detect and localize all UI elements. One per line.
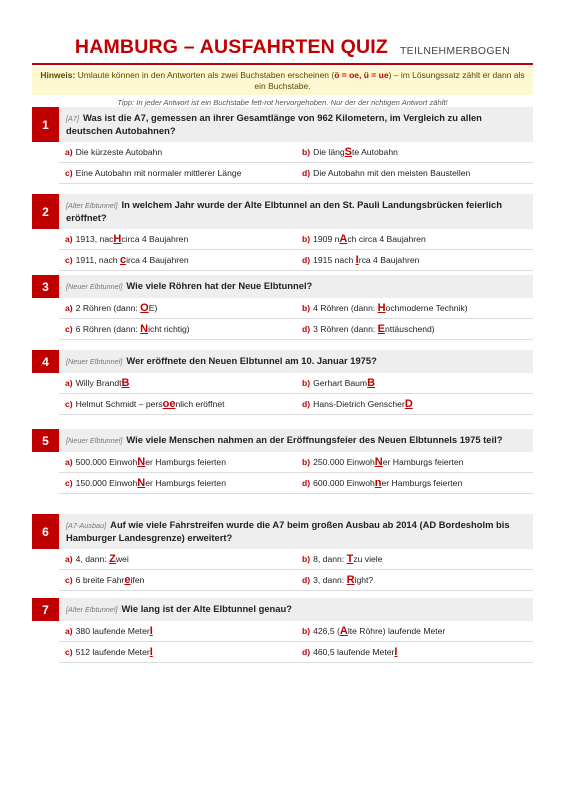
- answer-option[interactable]: [296, 621, 533, 642]
- answer-grid: [59, 452, 533, 494]
- answer-text-post: te Autobahn: [352, 147, 398, 157]
- answer-highlight-letter: N: [374, 456, 383, 468]
- answer-highlight-letter: H: [377, 302, 386, 314]
- answer-highlight-letter: A: [339, 625, 348, 637]
- answer-text-post: nlich eröffnet: [175, 399, 225, 409]
- answer-option[interactable]: [59, 621, 296, 642]
- answer-text-post: icht richtig): [148, 324, 190, 334]
- answer-option[interactable]: [59, 229, 296, 250]
- answer-text-post: ight?: [354, 575, 374, 585]
- answer-letter: a): [65, 147, 73, 157]
- answer-text-pre: Eine Autobahn mit normaler mittlerer Länge: [75, 168, 242, 178]
- answer-letter: d): [302, 324, 311, 334]
- answer-highlight-letter: N: [137, 456, 146, 468]
- answer-letter: d): [302, 399, 311, 409]
- title-divider: [32, 63, 533, 65]
- question-text: In welchem Jahr wurde der Alte Elbtunnel an den St. Pauli Landungsbrücken feierlich eröffnet?: [66, 199, 502, 223]
- answer-letter: a): [65, 626, 73, 636]
- answer-text-pre: 3, dann:: [313, 575, 347, 585]
- answer-option[interactable]: [296, 163, 533, 184]
- answer-text-pre: Die Autobahn mit den meisten Baustellen: [313, 168, 471, 178]
- answer-text-post: er Hamburgs feierten: [145, 478, 226, 488]
- answer-letter: d): [302, 255, 311, 265]
- answer-text-pre: 1911, nach: [75, 255, 120, 265]
- page-subtitle: TEILNEHMERBOGEN: [399, 45, 511, 57]
- hint-text-pre: Umlaute können in den Antworten als zwei Buchstaben erscheinen (: [75, 69, 335, 80]
- answer-highlight-letter: Z: [109, 553, 116, 565]
- question-block: [32, 275, 533, 340]
- question-text-box: [59, 514, 533, 549]
- answer-text-pre: Hans-Dietrich Genscher: [313, 399, 405, 409]
- answer-letter: b): [302, 457, 311, 467]
- answer-option[interactable]: [296, 319, 533, 340]
- answer-text-pre: 2 Röhren (dann:: [75, 303, 141, 313]
- answer-text-post: lte Röhre) laufende Meter: [347, 626, 446, 636]
- answer-text-post: circa 4 Baujahren: [121, 234, 189, 244]
- question-content: [66, 355, 377, 368]
- answer-letter: a): [65, 234, 73, 244]
- answer-letter: c): [65, 168, 73, 178]
- question-number: 5: [32, 429, 59, 452]
- answer-option[interactable]: [296, 250, 533, 271]
- answer-text-pre: 460,5 laufende Meter: [313, 647, 395, 657]
- answer-option[interactable]: [296, 642, 533, 663]
- answer-highlight-letter: I: [149, 625, 153, 637]
- answer-highlight-letter: T: [346, 553, 354, 565]
- answer-text-post: zu viele: [353, 554, 383, 564]
- question-tag: [Alter Elbtunnel]: [66, 605, 118, 614]
- answer-highlight-letter: O: [140, 302, 149, 314]
- answer-text-pre: Die kürzeste Autobahn: [75, 147, 163, 157]
- question-tag: [Alter Elbtunnel]: [66, 201, 118, 210]
- answer-highlight-letter: R: [346, 574, 355, 586]
- question-block: [32, 598, 533, 663]
- answer-grid: [59, 373, 533, 415]
- question-text: Wie viele Röhren hat der Neue Elbtunnel?: [126, 280, 313, 291]
- question-number: 4: [32, 350, 59, 373]
- question-header: [32, 194, 533, 229]
- answer-text-pre: 8, dann:: [313, 554, 347, 564]
- answer-option[interactable]: [296, 298, 533, 319]
- answer-option[interactable]: [59, 142, 296, 163]
- answer-text-pre: 150.000 Einwoh: [75, 478, 138, 488]
- question-header: [32, 514, 533, 549]
- question-text-box: [59, 275, 533, 298]
- answer-letter: b): [302, 303, 311, 313]
- hint-text-post: ) – im Lösungssatz zählt er dann als ein Buchstabe.: [254, 69, 525, 91]
- hint-example: ö = oe, ü = ue: [334, 69, 389, 80]
- header: [32, 38, 533, 58]
- answer-highlight-letter: N: [140, 323, 149, 335]
- answer-letter: c): [65, 399, 73, 409]
- question-block: [32, 107, 533, 184]
- answer-highlight-letter: oe: [162, 398, 176, 410]
- question-number: 6: [32, 514, 59, 549]
- answer-text-pre: 500.000 Einwoh: [75, 457, 138, 467]
- answer-option[interactable]: [296, 394, 533, 415]
- question-content: [66, 112, 525, 137]
- answer-highlight-letter: e: [124, 574, 131, 586]
- answer-text-pre: 6 Röhren (dann:: [75, 324, 141, 334]
- answer-letter: b): [302, 147, 311, 157]
- question-text-box: [59, 107, 533, 142]
- answer-letter: c): [65, 478, 73, 488]
- answer-text-pre: 1909 n: [313, 234, 340, 244]
- question-number: 1: [32, 107, 59, 142]
- question-block: [32, 350, 533, 415]
- answer-letter: b): [302, 234, 311, 244]
- answer-text-pre: 6 breite Fahr: [75, 575, 125, 585]
- answer-highlight-letter: B: [367, 377, 376, 389]
- answer-grid: [59, 298, 533, 340]
- answer-highlight-letter: I: [149, 646, 153, 658]
- question-header: [32, 598, 533, 621]
- answer-text-post: ifen: [130, 575, 145, 585]
- question-text: Auf wie viele Fahrstreifen wurde die A7 beim großen Ausbau ab 2014 (AD Bordesholm bis Hamburger Landesgrenze) erweitert?: [66, 519, 510, 543]
- answer-letter: a): [65, 303, 73, 313]
- answer-option[interactable]: [296, 229, 533, 250]
- answer-highlight-letter: c: [119, 254, 127, 266]
- answer-option[interactable]: [296, 549, 533, 570]
- question-block: [32, 194, 533, 271]
- answer-option[interactable]: [296, 452, 533, 473]
- question-tag: [A7-Ausbau]: [66, 521, 107, 530]
- question-text: Wie lang ist der Alte Elbtunnel genau?: [121, 603, 292, 614]
- answer-text-pre: Helmut Schmidt – pers: [75, 399, 163, 409]
- question-header: [32, 107, 533, 142]
- answer-option[interactable]: [296, 473, 533, 494]
- answer-text-pre: Willy Brandt: [75, 378, 122, 388]
- question-block: [32, 429, 533, 494]
- question-content: [66, 603, 292, 616]
- answer-grid: [59, 621, 533, 663]
- answer-option[interactable]: [59, 319, 296, 340]
- answer-text-pre: 4, dann:: [75, 554, 110, 564]
- answer-letter: d): [302, 647, 311, 657]
- question-text-box: [59, 598, 533, 621]
- question-tag: [A7]: [66, 114, 79, 123]
- tip-text: Tipp: In jeder Antwort ist ein Buchstabe fett-rot hervorgehoben. Nur der der richtigen Antwort zählt!: [117, 97, 448, 107]
- answer-option[interactable]: [296, 570, 533, 591]
- answer-grid: [59, 229, 533, 271]
- question-header: [32, 275, 533, 298]
- answer-option[interactable]: [296, 373, 533, 394]
- answer-text-post: er Hamburgs feierten: [382, 457, 464, 467]
- question-header: [32, 429, 533, 452]
- question-content: [66, 434, 502, 447]
- question-content: [66, 519, 525, 544]
- answer-option[interactable]: [59, 549, 296, 570]
- answer-text-pre: Die läng: [313, 147, 345, 157]
- answer-highlight-letter: H: [113, 233, 122, 245]
- answer-letter: a): [65, 457, 73, 467]
- answer-option[interactable]: [296, 142, 533, 163]
- question-text-box: [59, 350, 533, 373]
- question-number: 3: [32, 275, 59, 298]
- answer-text-post: er Hamburgs feierten: [145, 457, 226, 467]
- answer-text-pre: 512 laufende Meter: [75, 647, 150, 657]
- answer-highlight-letter: n: [374, 477, 382, 489]
- answer-text-pre: 4 Röhren (dann:: [313, 303, 378, 313]
- question-number: 7: [32, 598, 59, 621]
- answer-text-pre: 600.000 Einwoh: [313, 478, 375, 488]
- answer-text-pre: 426,5 (: [313, 626, 340, 636]
- answer-option[interactable]: [59, 373, 296, 394]
- question-text-box: [59, 429, 533, 452]
- quiz-page: [32, 38, 533, 107]
- answer-option[interactable]: [59, 394, 296, 415]
- answer-letter: d): [302, 168, 311, 178]
- answer-letter: b): [302, 378, 311, 388]
- answer-text-post: nttäuschend): [384, 324, 435, 334]
- answer-letter: a): [65, 554, 73, 564]
- answer-text-pre: 380 laufende Meter: [75, 626, 150, 636]
- answer-text-pre: 1913, nac: [75, 234, 114, 244]
- answer-text-pre: 250.000 Einwoh: [313, 457, 375, 467]
- answer-letter: c): [65, 647, 73, 657]
- question-number: 2: [32, 194, 59, 229]
- answer-text-post: er Hamburgs feierten: [381, 478, 463, 488]
- answer-highlight-letter: E: [377, 323, 385, 335]
- answer-letter: d): [302, 575, 311, 585]
- answer-option[interactable]: [59, 570, 296, 591]
- answer-letter: b): [302, 554, 311, 564]
- answer-option[interactable]: [59, 642, 296, 663]
- answer-highlight-letter: A: [339, 233, 348, 245]
- answer-highlight-letter: I: [394, 646, 398, 658]
- question-text: Was ist die A7, gemessen an ihrer Gesamtlänge von 962 Kilometern, im Vergleich zu allen deutschen Autobahnen?: [66, 112, 482, 136]
- answer-highlight-letter: N: [137, 477, 146, 489]
- answer-letter: c): [65, 255, 73, 265]
- answer-grid: [59, 549, 533, 591]
- answer-grid: [59, 142, 533, 184]
- answer-text-pre: Gerhart Baum: [313, 378, 368, 388]
- page-title: HAMBURG – AUSFAHRTEN QUIZ: [74, 36, 388, 58]
- answer-option[interactable]: [59, 163, 296, 184]
- answer-text-post: ch circa 4 Baujahren: [347, 234, 426, 244]
- answer-highlight-letter: D: [404, 398, 413, 410]
- answer-option[interactable]: [59, 452, 296, 473]
- answer-highlight-letter: S: [344, 146, 352, 158]
- answer-text-post: rca 4 Baujahren: [358, 255, 420, 265]
- question-header: [32, 350, 533, 373]
- answer-text-pre: 3 Röhren (dann:: [313, 324, 378, 334]
- question-tag: [Neuer Elbtunnel]: [66, 357, 123, 366]
- answer-letter: c): [65, 324, 73, 334]
- answer-highlight-letter: B: [121, 377, 130, 389]
- answer-text-pre: 1915 nach: [313, 255, 356, 265]
- question-content: [66, 199, 525, 224]
- question-content: [66, 280, 312, 293]
- answer-option[interactable]: [59, 250, 296, 271]
- answer-highlight-letter: I: [355, 254, 359, 266]
- question-text: Wer eröffnete den Neuen Elbtunnel am 10. Januar 1975?: [126, 355, 377, 366]
- answer-letter: a): [65, 378, 73, 388]
- question-text-box: [59, 194, 533, 229]
- answer-text-post: irca 4 Baujahren: [126, 255, 189, 265]
- hint-box: [32, 67, 533, 95]
- answer-letter: c): [65, 575, 73, 585]
- question-block: [32, 514, 533, 591]
- answer-text-post: wei: [115, 554, 129, 564]
- question-text: Wie viele Menschen nahmen an der Eröffnungsfeier des Neuen Elbtunnels 1975 teil?: [126, 434, 503, 445]
- answer-option[interactable]: [59, 298, 296, 319]
- answer-text-post: ochmoderne Technik): [385, 303, 468, 313]
- question-tag: [Neuer Elbtunnel]: [66, 436, 123, 445]
- answer-text-post: E): [148, 303, 158, 313]
- hint-label: Hinweis:: [40, 69, 76, 80]
- answer-letter: d): [302, 478, 311, 488]
- question-tag: [Neuer Elbtunnel]: [66, 282, 123, 291]
- answer-letter: b): [302, 626, 311, 636]
- answer-option[interactable]: [59, 473, 296, 494]
